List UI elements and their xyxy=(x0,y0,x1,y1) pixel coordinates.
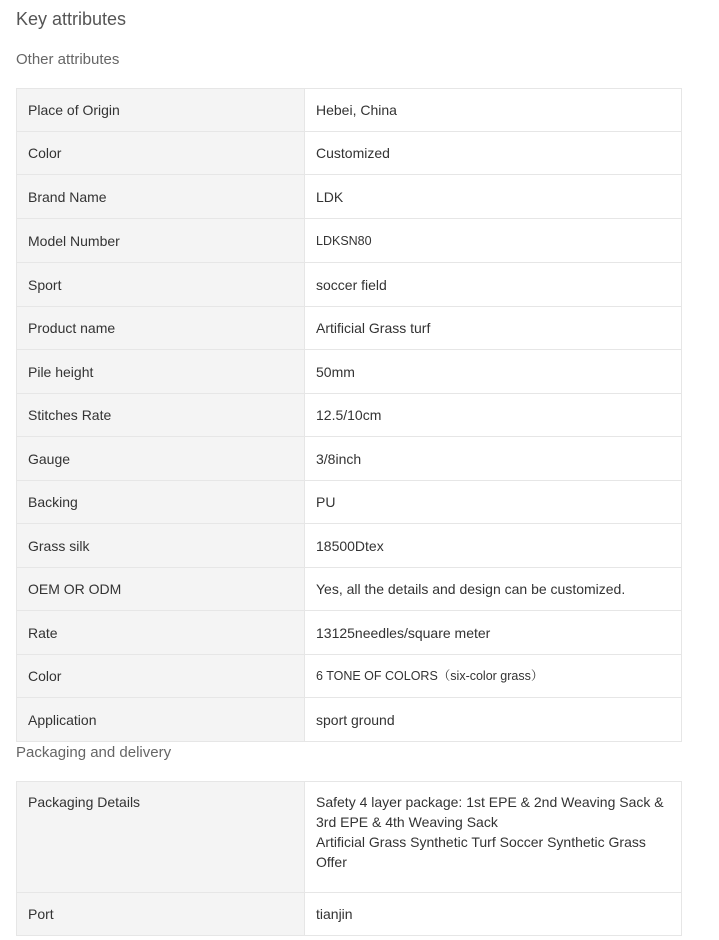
attribute-key: Packaging Details xyxy=(17,782,305,893)
attribute-value: 13125needles/square meter xyxy=(305,611,682,655)
attribute-key: Grass silk xyxy=(17,524,305,568)
packaging-details-line: Safety 4 layer package: 1st EPE & 2nd Weaving Sack & 3rd EPE & 4th Weaving Sack xyxy=(316,794,664,830)
attribute-key: Gauge xyxy=(17,437,305,481)
attribute-key: Place of Origin xyxy=(17,89,305,132)
attribute-key: Stitches Rate xyxy=(17,394,305,437)
attribute-value: sport ground xyxy=(305,698,682,742)
table-row xyxy=(17,437,682,481)
table-row xyxy=(17,655,682,698)
attribute-key: Rate xyxy=(17,611,305,655)
attribute-value: Artificial Grass turf xyxy=(305,307,682,350)
table-row xyxy=(17,568,682,611)
attribute-value: Hebei, China xyxy=(305,89,682,132)
table-row xyxy=(17,219,682,263)
attribute-value: PU xyxy=(305,481,682,524)
attribute-value: 6 TONE OF COLORS（six-color grass） xyxy=(305,655,682,698)
table-row xyxy=(17,524,682,568)
attribute-key: Backing xyxy=(17,481,305,524)
attribute-key: Color xyxy=(17,132,305,175)
table-row xyxy=(17,481,682,524)
attribute-value: 12.5/10cm xyxy=(305,394,682,437)
attribute-value xyxy=(305,782,682,893)
table-row xyxy=(17,263,682,307)
table-row xyxy=(17,132,682,175)
table-row xyxy=(17,394,682,437)
attribute-key: Application xyxy=(17,698,305,742)
attribute-key: Port xyxy=(17,893,305,936)
attribute-value: soccer field xyxy=(305,263,682,307)
attribute-key: Brand Name xyxy=(17,175,305,219)
attribute-key: Product name xyxy=(17,307,305,350)
attribute-value: tianjin xyxy=(305,893,682,936)
attribute-value: Customized xyxy=(305,132,682,175)
attribute-key: Sport xyxy=(17,263,305,307)
attribute-key: Color xyxy=(17,655,305,698)
attribute-key: OEM OR ODM xyxy=(17,568,305,611)
attributes-table xyxy=(16,88,682,742)
table-row xyxy=(17,175,682,219)
table-row xyxy=(17,89,682,132)
table-row xyxy=(17,782,682,893)
attribute-key: Model Number xyxy=(17,219,305,263)
table-row xyxy=(17,698,682,742)
table-row xyxy=(17,611,682,655)
attribute-value: 3/8inch xyxy=(305,437,682,481)
section-title-packaging: Packaging and delivery xyxy=(16,744,172,761)
attribute-value: Yes, all the details and design can be customized. xyxy=(305,568,682,611)
packaging-table xyxy=(16,781,682,936)
table-row xyxy=(17,307,682,350)
attribute-value: LDKSN80 xyxy=(305,219,682,263)
attribute-value: 18500Dtex xyxy=(305,524,682,568)
packaging-details-line: Artificial Grass Synthetic Turf Soccer Synthetic Grass Offer xyxy=(316,834,646,870)
attribute-value: LDK xyxy=(305,175,682,219)
attribute-value: 50mm xyxy=(305,350,682,394)
page-title: Key attributes xyxy=(16,9,127,29)
attribute-key: Pile height xyxy=(17,350,305,394)
section-title-other-attributes: Other attributes xyxy=(16,51,120,68)
table-row xyxy=(17,350,682,394)
table-row xyxy=(17,893,682,936)
